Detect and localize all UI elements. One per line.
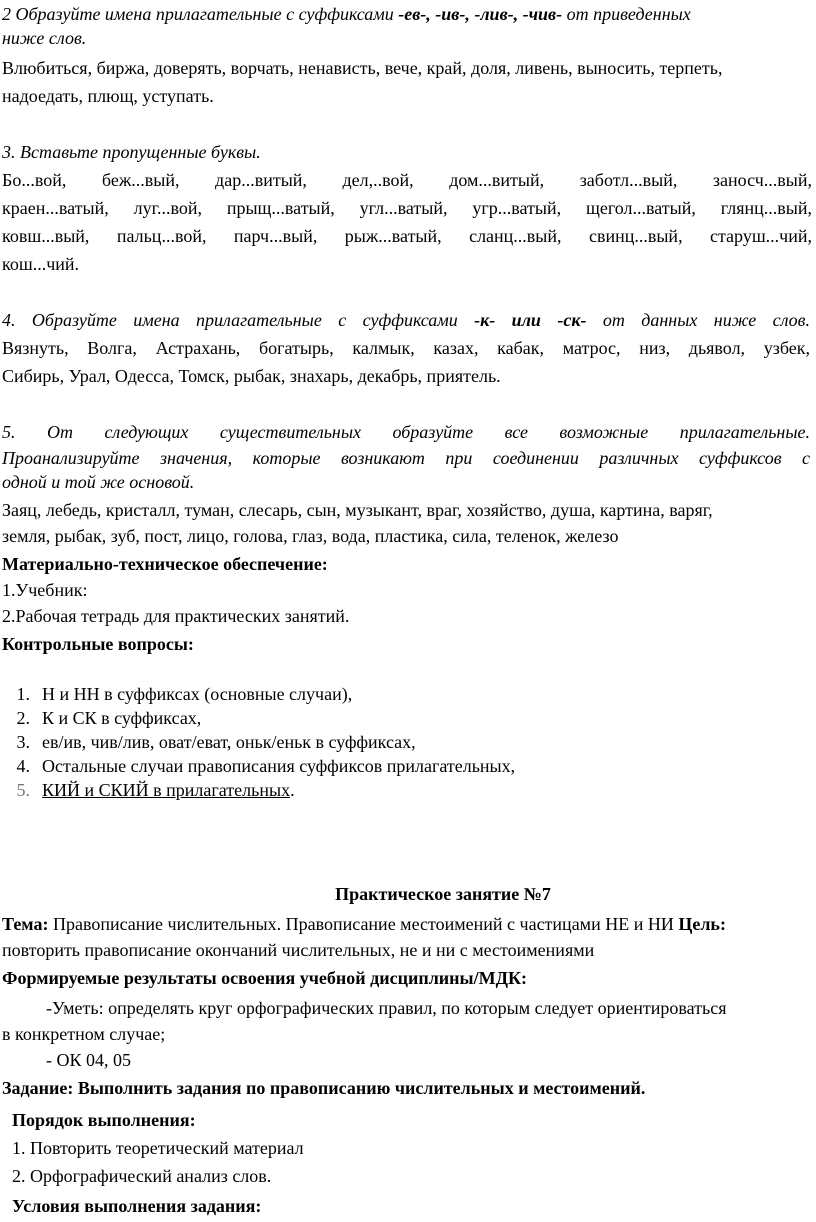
question-item-1 [2, 682, 816, 706]
question-text: Остальные случаи правописания суффиксов прилагательных, [42, 756, 516, 776]
task3-line-4: кош...чий. [2, 254, 80, 274]
task2-suffixes: -ев-, -ив-, -лив-, -чив- [398, 4, 563, 24]
task2-lead: 2 Образуйте имена прилагательные с суффиксами [2, 4, 399, 24]
task3-line-3: ковш...вый, пальц...вой, парч...вый, рыж...ватый, сланц...вый, свинц...вый, старуш...чий, [2, 226, 812, 246]
conditions-heading: Условия выполнения задания: [12, 1196, 262, 1216]
practical-goal: повторить правописание окончаний числительных, не и ни с местоимениями [2, 940, 595, 960]
skill-line-2: в конкретном случае; [2, 1024, 166, 1044]
question-text: ев/ив, чив/лив, оват/еват, оньк/еньк в суффиксах, [42, 732, 416, 752]
task3-line-2: краен...ватый, луг...вой, прыщ...ватый, угл...ватый, угр...ватый, щегол...ватый, глянц...вый, [2, 198, 812, 218]
task5-line-2: Проанализируйте значения, которые возникают при соединении различных суффиксов с [2, 448, 810, 468]
question-text: К и СК в суффиксах, [42, 708, 202, 728]
questions-heading: Контрольные вопросы: [2, 634, 194, 654]
topic-text: Правописание числительных. Правописание местоимений с частицами НЕ и НИ [48, 914, 679, 934]
question-item-4 [2, 754, 816, 778]
skill-line-1: -Уметь: определять круг орфографических правил, по которым следует ориентироваться [46, 998, 727, 1018]
question-text-suffix: . [290, 780, 295, 800]
task4-instruction [2, 308, 810, 332]
order-heading: Порядок выполнения: [12, 1110, 196, 1130]
question-text: Н и НН в суффиксах (основные случаи), [42, 684, 353, 704]
task-heading: Задание: Выполнить задания по правописанию числительных и местоимений. [2, 1078, 646, 1098]
task4-words-1: Вязнуть, Волга, Астрахань, богатырь, калмык, казах, кабак, матрос, низ, дьявол, узбек, [2, 338, 810, 358]
order-item-1: 1. Повторить теоретический материал [12, 1138, 304, 1158]
task2-tail: от приведенных [562, 4, 691, 24]
ok-codes: - ОК 04, 05 [46, 1050, 131, 1070]
task4-words-2: Сибирь, Урал, Одесса, Томск, рыбак, знахарь, декабрь, приятель. [2, 366, 501, 386]
task4-tail: от данных ниже слов. [586, 310, 810, 330]
task2-instruction-cont: ниже слов. [2, 28, 87, 48]
question-number: 5. [16, 780, 30, 800]
question-number: 1. [16, 684, 30, 704]
task5-line-3: одной и той же основой. [2, 472, 195, 492]
task2-words-1: Влюбиться, биржа, доверять, ворчать, ненависть, вече, край, доля, ливень, выносить, терпеть, [2, 58, 723, 78]
practical-topic [2, 912, 816, 936]
order-item-2: 2. Орфографический анализ слов. [12, 1166, 272, 1186]
task5-words-1: Заяц, лебедь, кристалл, туман, слесарь, сын, музыкант, враг, хозяйство, душа, картина, варяг, [2, 500, 713, 520]
task5-line-1: 5. От следующих существительных образуйте все возможные прилагательные. [2, 422, 810, 442]
task3-line-1: Бо...вой, беж...вый, дар...витый, дел,..вой, дом...витый, заботл...вый, заносч...вый, [2, 170, 812, 190]
question-number: 2. [16, 708, 30, 728]
task4-suffixes: -к- или -ск- [474, 310, 587, 330]
materials-item-1: 1.Учебник: [2, 580, 88, 600]
results-heading: Формируемые результаты освоения учебной дисциплины/МДК: [2, 968, 528, 988]
goal-label: Цель: [678, 914, 726, 934]
task4-lead: 4. Образуйте имена прилагательные с суффиксами [2, 310, 475, 330]
question-number: 4. [16, 756, 30, 776]
question-item-5 [2, 778, 816, 802]
task2-instruction [2, 2, 816, 26]
materials-item-2: 2.Рабочая тетрадь для практических занятий. [2, 606, 350, 626]
question-text: КИЙ и СКИЙ в прилагательных [42, 780, 291, 800]
topic-label: Тема: [2, 914, 49, 934]
task2-words-2: надоедать, плющ, уступать. [2, 86, 214, 106]
practical-title: Практическое занятие №7 [335, 884, 551, 904]
task3-title: 3. Вставьте пропущенные буквы. [2, 142, 261, 162]
task5-words-2: земля, рыбак, зуб, пост, лицо, голова, глаз, вода, пластика, сила, теленок, железо [2, 526, 619, 546]
question-item-2 [2, 706, 816, 730]
materials-heading: Материально-техническое обеспечение: [2, 554, 328, 574]
question-item-3 [2, 730, 816, 754]
question-number: 3. [16, 732, 30, 752]
